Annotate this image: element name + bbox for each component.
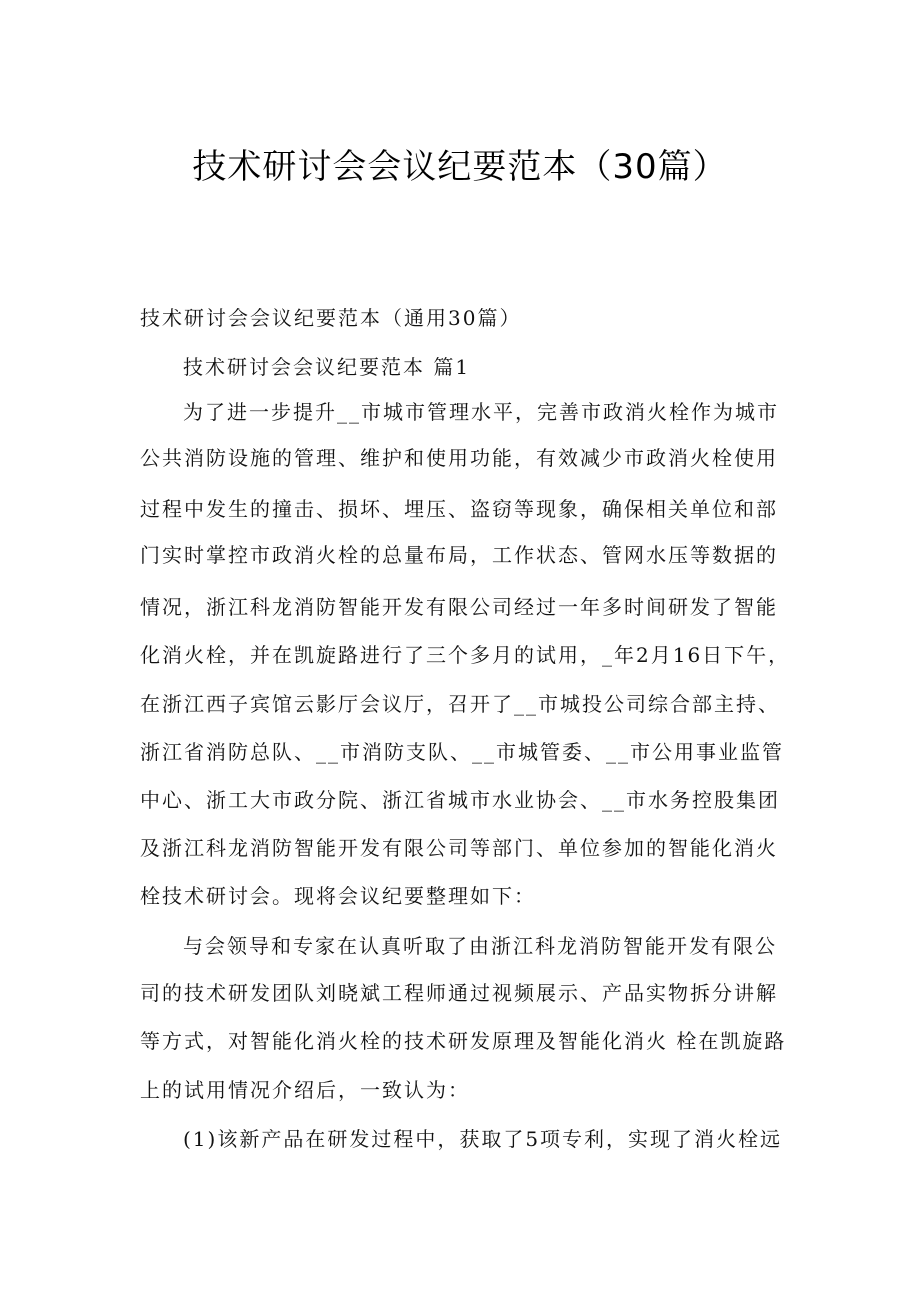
- paragraph-line: 门实时掌控市政消火栓的总量布局，工作状态、管网水压等数据的: [140, 543, 778, 567]
- paragraph-line: 司的技术研发团队刘晓斌工程师通过视频展示、产品实物拆分讲解: [140, 981, 778, 1005]
- paragraph-line: (1)该新产品在研发过程中，获取了5项专利，实现了消火栓远: [183, 1127, 783, 1151]
- paragraph-line: 化消火栓，并在凯旋路进行了三个多月的试用，_年2月16日下午，: [140, 643, 791, 667]
- paragraph-line: 栓技术研讨会。现将会议纪要整理如下：: [140, 884, 536, 908]
- document-title: 技术研讨会会议纪要范本（30篇）: [192, 147, 728, 187]
- paragraph-line: 等方式，对智能化消火栓的技术研发原理及智能化消火 栓在凯旋路: [140, 1029, 787, 1053]
- paragraph-line: 为了进一步提升__市城市管理水平，完善市政消火栓作为城市: [183, 400, 779, 424]
- paragraph-line: 及浙江科龙消防智能开发有限公司等部门、单位参加的智能化消火: [140, 836, 778, 860]
- paragraph-line: 过程中发生的撞击、损坏、埋压、盗窃等现象，确保相关单位和部: [140, 497, 778, 521]
- paragraph-line: 情况，浙江科龙消防智能开发有限公司经过一年多时间研发了智能: [140, 595, 778, 619]
- section-heading: 技术研讨会会议纪要范本 篇1: [183, 355, 471, 379]
- paragraph-line: 浙江省消防总队、__市消防支队、__市城管委、__市公用事业监管: [140, 740, 784, 764]
- paragraph-line: 在浙江西子宾馆云影厅会议厅，召开了__市城投公司综合部主持、: [140, 692, 780, 716]
- document-subtitle: 技术研讨会会议纪要范本（通用30篇）: [140, 306, 522, 330]
- paragraph-line: 与会领导和专家在认真听取了由浙江科龙消防智能开发有限公: [183, 934, 777, 958]
- paragraph-line: 上的试用情况介绍后，一致认为：: [140, 1078, 470, 1102]
- paragraph-line: 公共消防设施的管理、维护和使用功能，有效减少市政消火栓使用: [140, 446, 778, 470]
- paragraph-line: 中心、浙工大市政分院、浙江省城市水业协会、__市水务控股集团: [140, 788, 780, 812]
